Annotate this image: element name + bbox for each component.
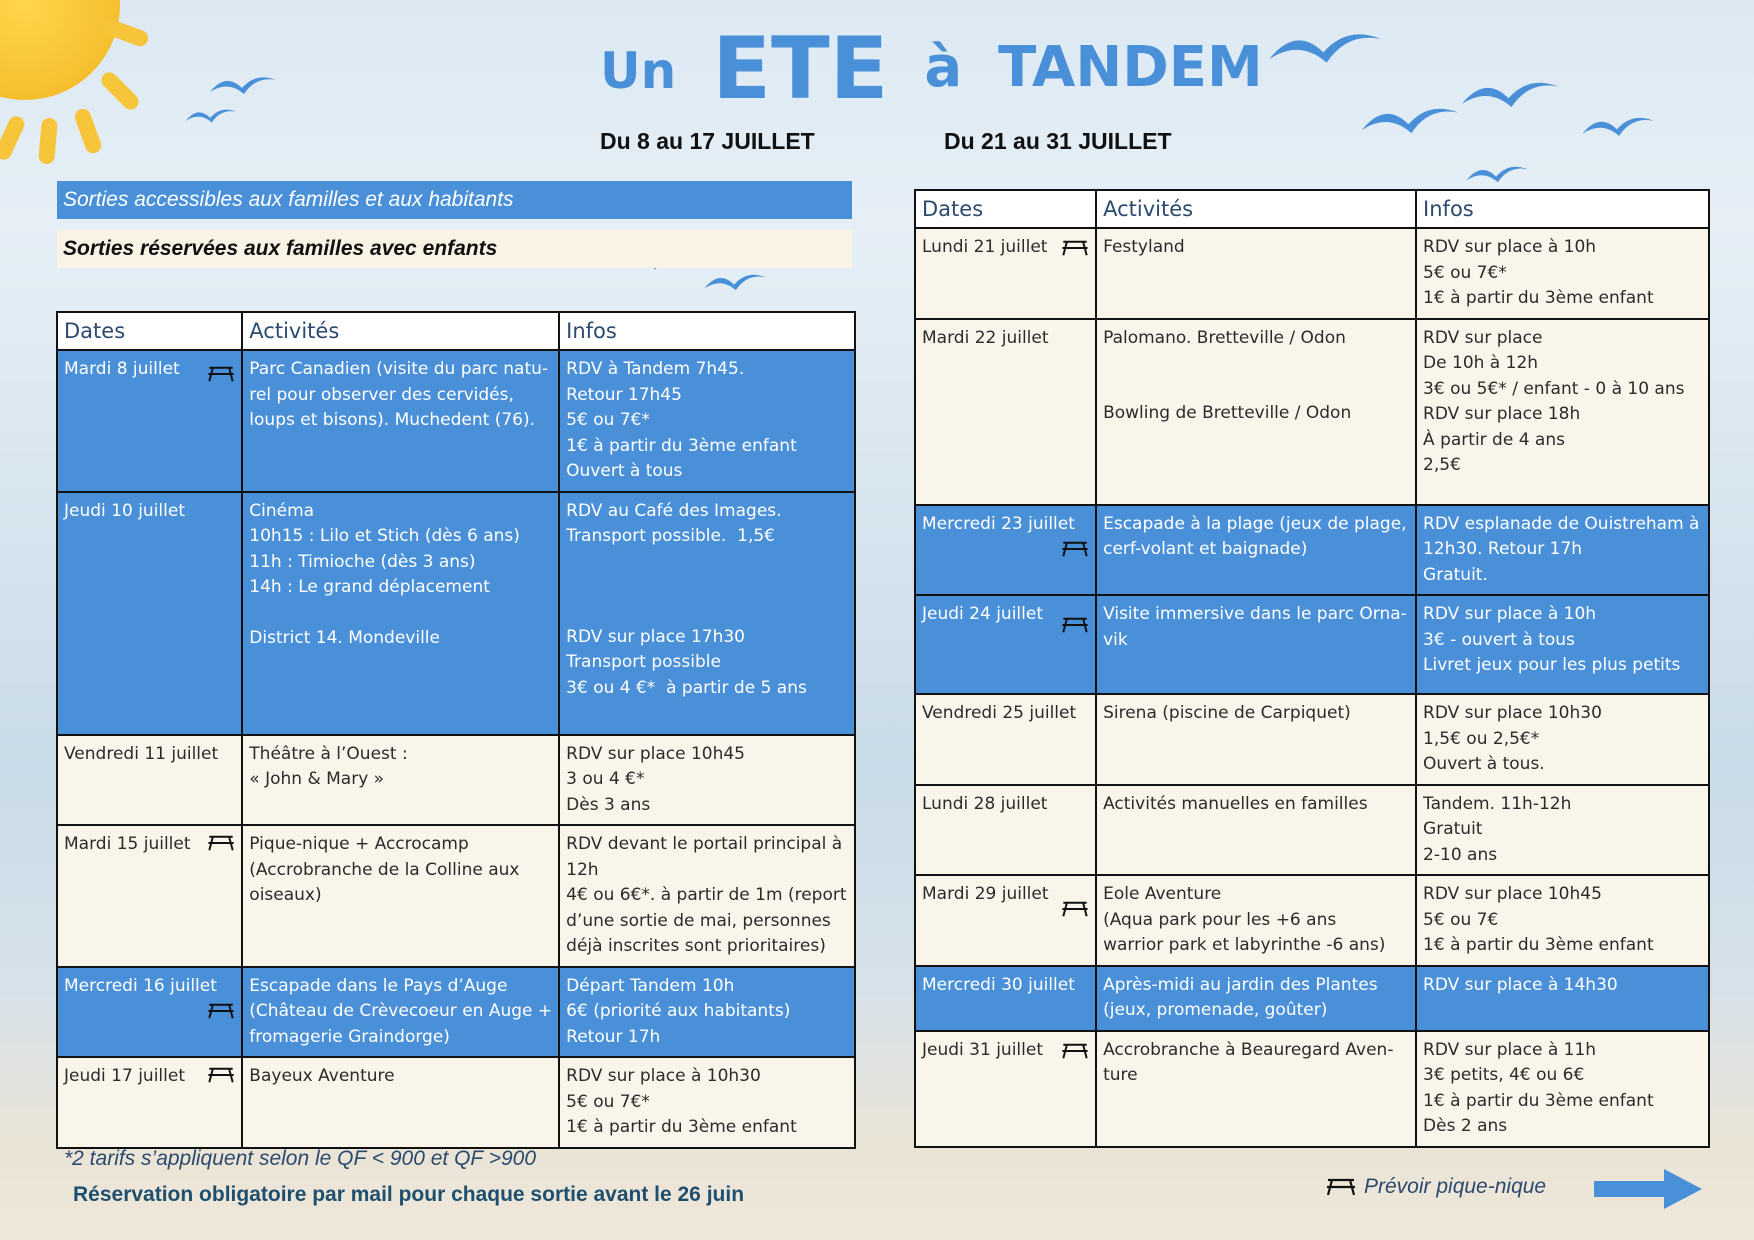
seagull-icon — [1455, 72, 1565, 110]
activity-line: Cinéma — [249, 500, 315, 521]
table-row — [915, 228, 1709, 319]
activity-line: 14h : Le grand déplacement — [249, 577, 490, 597]
title-part-tandem: TANDEM — [998, 35, 1263, 100]
activity-line: Pique-nique + Accrocamp — [249, 834, 469, 854]
date-label: Mardi 8 juillet — [64, 359, 180, 379]
date-cell — [57, 735, 242, 826]
legend-cream-label: Sorties réservées aux familles avec enfants — [63, 237, 498, 260]
date-label: Mardi 15 juillet — [64, 834, 191, 854]
info-line: RDV sur place 18h — [1423, 404, 1581, 424]
info-line: RDV sur place 17h30 — [566, 626, 745, 647]
date-cell — [57, 825, 242, 967]
picnic-legend-label: Prévoir pique-nique — [1364, 1175, 1547, 1198]
activity-cell — [242, 1057, 559, 1148]
info-cell — [559, 492, 855, 735]
activity-line: 11h : Timioche (dès 3 ans) — [249, 551, 476, 572]
info-cell — [559, 350, 855, 492]
activity-line: warrior park et labyrinthe -6 ans) — [1103, 935, 1386, 955]
header-infos: Infos — [559, 312, 855, 350]
picnic-table-icon — [1061, 239, 1089, 257]
activity-line: Escapade à la plage (jeux de plage, — [1103, 513, 1407, 534]
info-line: Transport possible — [566, 652, 721, 672]
info-line: 5€ ou 7€* — [566, 1091, 650, 1112]
date-label: Mardi 22 juillet — [922, 327, 1049, 348]
activity-line: oiseaux) — [249, 885, 322, 905]
activity-line: fromagerie Graindorge) — [249, 1026, 450, 1047]
table-row — [915, 505, 1709, 596]
info-line: RDV esplanade de Ouistreham à — [1423, 513, 1700, 534]
blank-line — [566, 600, 848, 625]
info-line: 3 ou 4 €* — [566, 769, 645, 789]
activity-cell — [1096, 966, 1416, 1031]
seagull-icon — [1260, 22, 1390, 66]
blank-line — [566, 550, 848, 575]
activity-line: Théâtre à l’Ouest : — [249, 743, 408, 764]
date-cell — [915, 228, 1096, 319]
sun-ray — [73, 107, 104, 156]
activity-cell — [242, 825, 559, 967]
info-line: Transport possible. 1,5€ — [566, 526, 775, 546]
legend-cream — [57, 230, 852, 268]
date-cell — [57, 1057, 242, 1148]
activity-line: Eole Aventure — [1103, 884, 1222, 904]
activity-cell — [1096, 505, 1416, 596]
date-cell — [57, 492, 242, 735]
info-line: Dès 2 ans — [1423, 1116, 1508, 1136]
info-line: 12h — [566, 859, 599, 880]
table-row — [915, 694, 1709, 785]
sun-ray — [38, 117, 58, 164]
date-cell — [915, 319, 1096, 505]
date-label: Vendredi 25 juillet — [922, 703, 1077, 723]
table-row — [57, 735, 855, 826]
picnic-table-icon — [1061, 540, 1089, 558]
info-line: RDV sur place à 14h30 — [1423, 974, 1618, 995]
table-header — [915, 190, 1709, 228]
table-row — [915, 966, 1709, 1031]
info-cell — [1416, 875, 1709, 966]
schedule-table-right — [914, 189, 1710, 1148]
info-cell — [1416, 595, 1709, 694]
legend-blue-label: Sorties accessibles aux familles et aux habitants — [63, 188, 514, 211]
activity-cell — [242, 735, 559, 826]
activity-line: Escapade dans le Pays d’Auge — [249, 975, 508, 996]
date-label: Lundi 28 juillet — [922, 793, 1048, 814]
info-line: Retour 17h — [566, 1026, 661, 1047]
activity-line: Bowling de Bretteville / Odon — [1103, 403, 1352, 423]
blank-line — [566, 575, 848, 600]
picnic-legend — [1326, 1175, 1546, 1199]
table-row — [57, 967, 855, 1058]
activity-line: loups et bisons). Muchedent (76). — [249, 410, 536, 430]
activity-cell — [242, 492, 559, 735]
info-line: Tandem. 11h-12h — [1423, 793, 1572, 814]
table-row — [57, 492, 855, 735]
info-line: Livret jeux pour les plus petits — [1423, 655, 1681, 675]
date-cell — [915, 595, 1096, 694]
picnic-table-icon — [207, 365, 235, 383]
info-line: Départ Tandem 10h — [566, 975, 735, 996]
info-line: 6€ (priorité aux habitants) — [566, 1001, 791, 1021]
activity-line: (jeux, promenade, goûter) — [1103, 1000, 1328, 1020]
info-cell — [559, 1057, 855, 1148]
activity-cell — [1096, 1031, 1416, 1147]
seagull-icon — [1462, 160, 1532, 184]
info-line: Ouvert à tous — [566, 461, 683, 481]
picnic-table-icon — [1061, 900, 1089, 918]
seagull-icon — [1578, 110, 1658, 138]
info-line: RDV sur place 10h45 — [1423, 884, 1602, 904]
period-left: Du 8 au 17 JUILLET — [600, 128, 815, 154]
activity-cell — [1096, 875, 1416, 966]
activity-line: Palomano. Bretteville / Odon — [1103, 327, 1346, 348]
info-cell — [1416, 505, 1709, 596]
activity-line: Bayeux Aventure — [249, 1066, 395, 1086]
info-line: RDV sur place 10h45 — [566, 743, 745, 764]
seagull-icon — [1355, 98, 1465, 136]
info-line: RDV sur place — [1423, 327, 1543, 348]
info-line: Dès 3 ans — [566, 794, 651, 815]
info-line: RDV sur place à 10h — [1423, 604, 1597, 624]
info-line: RDV sur place à 10h — [1423, 237, 1597, 257]
table-row — [915, 595, 1709, 694]
info-cell — [1416, 966, 1709, 1031]
sun-ray — [98, 69, 142, 113]
date-label: Lundi 21 juillet — [922, 237, 1048, 257]
legend-blue — [57, 181, 852, 219]
activity-cell — [1096, 694, 1416, 785]
info-line: RDV sur place à 10h30 — [566, 1066, 761, 1086]
date-label: Mardi 29 juillet — [922, 884, 1049, 904]
info-cell — [1416, 1031, 1709, 1147]
table-row — [915, 785, 1709, 876]
date-cell — [57, 967, 242, 1058]
activity-line: Accrobranche à Beauregard Aven- — [1103, 1039, 1394, 1060]
header-activites: Activités — [1096, 190, 1416, 228]
info-line: 2-10 ans — [1423, 844, 1498, 865]
activity-line: Sirena (piscine de Carpiquet) — [1103, 703, 1351, 723]
blank-line — [1103, 376, 1409, 401]
info-line: 3€ petits, 4€ ou 6€ — [1423, 1065, 1585, 1085]
table-row — [57, 1057, 855, 1148]
activity-cell — [1096, 319, 1416, 505]
date-label: Vendredi 11 juillet — [64, 743, 219, 764]
info-line: 2,5€ — [1423, 455, 1461, 475]
date-cell — [915, 785, 1096, 876]
date-cell — [915, 966, 1096, 1031]
info-line: d’une sortie de mai, personnes — [566, 910, 831, 931]
tarifs-note: *2 tarifs s’appliquent selon le QF < 900 et QF >900 — [64, 1147, 537, 1170]
info-line: RDV au Café des Images. — [566, 500, 782, 521]
info-line: 1€ à partir du 3ème enfant — [566, 435, 797, 456]
seagull-icon — [184, 104, 238, 124]
seagull-icon — [208, 70, 278, 96]
activity-cell — [1096, 595, 1416, 694]
info-line: Ouvert à tous. — [1423, 754, 1545, 774]
info-line: RDV devant le portail principal à — [566, 834, 843, 854]
arrow-right-icon — [1592, 1167, 1704, 1211]
activity-line: Visite immersive dans le parc Orna- — [1103, 604, 1407, 624]
activity-line: Après-midi au jardin des Plantes — [1103, 974, 1378, 995]
activity-line: District 14. Mondeville — [249, 627, 440, 648]
picnic-table-icon — [1326, 1177, 1356, 1197]
activity-line: Activités manuelles en familles — [1103, 793, 1368, 814]
reservation-note: Réservation obligatoire par mail pour chaque sortie avant le 26 juin — [73, 1183, 745, 1206]
date-label: Mercredi 30 juillet — [922, 974, 1075, 995]
header-dates: Dates — [57, 312, 242, 350]
title-part-a: à — [924, 35, 963, 100]
date-cell — [57, 350, 242, 492]
info-line: De 10h à 12h — [1423, 353, 1539, 373]
activity-cell — [242, 350, 559, 492]
schedule-table-left — [56, 311, 856, 1149]
info-line: 4€ ou 6€*. à partir de 1m (report — [566, 885, 847, 905]
picnic-table-icon — [207, 1066, 235, 1084]
activity-line: vik — [1103, 629, 1128, 650]
picnic-table-icon — [1061, 616, 1089, 634]
activity-line: Parc Canadien (visite du parc natu- — [249, 359, 549, 379]
title-part-ete: ETE — [712, 19, 889, 119]
info-line: RDV sur place 10h30 — [1423, 703, 1602, 723]
info-cell — [559, 825, 855, 967]
table-row — [57, 350, 855, 492]
header-dates: Dates — [915, 190, 1096, 228]
date-label: Mercredi 23 juillet — [922, 513, 1075, 534]
info-cell — [559, 735, 855, 826]
picnic-table-icon — [1061, 1042, 1089, 1060]
period-right: Du 21 au 31 JUILLET — [944, 128, 1172, 154]
info-line: 5€ ou 7€* — [566, 410, 650, 430]
date-label: Jeudi 10 juillet — [64, 500, 185, 521]
date-cell — [915, 1031, 1096, 1147]
date-label: Mercredi 16 juillet — [64, 975, 217, 996]
blank-line — [1103, 351, 1409, 376]
info-line: Gratuit — [1423, 819, 1483, 839]
info-line: 1,5€ ou 2,5€* — [1423, 728, 1540, 749]
picnic-table-icon — [207, 1002, 235, 1020]
title-part-un: Un — [600, 42, 677, 100]
activity-line: « John & Mary » — [249, 769, 385, 789]
table-header — [57, 312, 855, 350]
activity-line: rel pour observer des cervidés, — [249, 384, 514, 405]
activity-line: (Aqua park pour les +6 ans — [1103, 909, 1337, 930]
info-cell — [1416, 694, 1709, 785]
info-line: RDV à Tandem 7h45. — [566, 359, 745, 379]
page-title — [600, 19, 1263, 119]
info-line: 5€ ou 7€ — [1423, 909, 1499, 930]
date-label: Jeudi 17 juillet — [64, 1066, 185, 1086]
activity-line: 10h15 : Lilo et Stich (dès 6 ans) — [249, 526, 520, 546]
table-row — [915, 875, 1709, 966]
activity-line: ture — [1103, 1065, 1138, 1085]
activity-cell — [242, 967, 559, 1058]
date-cell — [915, 875, 1096, 966]
info-line: Gratuit. — [1423, 564, 1488, 585]
date-label: Jeudi 24 juillet — [922, 604, 1043, 624]
info-line: 5€ ou 7€* — [1423, 262, 1507, 283]
date-label: Jeudi 31 juillet — [922, 1039, 1043, 1060]
activity-line: Festyland — [1103, 237, 1185, 257]
info-line: 12h30. Retour 17h — [1423, 539, 1583, 559]
info-cell — [1416, 228, 1709, 319]
seagull-icon — [702, 268, 768, 292]
sun-ray — [0, 114, 27, 162]
info-line: 3€ - ouvert à tous — [1423, 629, 1575, 650]
info-line: RDV sur place à 11h — [1423, 1039, 1597, 1060]
blank-line — [249, 601, 552, 626]
info-line: déjà inscrites sont prioritaires) — [566, 936, 826, 956]
info-line: 1€ à partir du 3ème enfant — [1423, 1090, 1654, 1111]
info-line: Retour 17h45 — [566, 384, 682, 405]
date-cell — [915, 505, 1096, 596]
info-line: À partir de 4 ans — [1423, 429, 1565, 450]
table-row — [915, 319, 1709, 505]
activity-cell — [1096, 228, 1416, 319]
header-activites: Activités — [242, 312, 559, 350]
info-line: 1€ à partir du 3ème enfant — [1423, 935, 1654, 955]
info-line: 3€ ou 5€* / enfant - 0 à 10 ans — [1423, 378, 1685, 399]
info-cell — [1416, 785, 1709, 876]
table-row — [57, 825, 855, 967]
info-cell — [1416, 319, 1709, 505]
activity-line: cerf-volant et baignade) — [1103, 539, 1308, 559]
activity-cell — [1096, 785, 1416, 876]
info-line: 1€ à partir du 3ème enfant — [1423, 288, 1654, 308]
info-line: 3€ ou 4 €* à partir de 5 ans — [566, 677, 807, 698]
date-cell — [915, 694, 1096, 785]
activity-line: (Accrobranche de la Colline aux — [249, 859, 520, 880]
picnic-table-icon — [207, 834, 235, 852]
info-cell — [559, 967, 855, 1058]
header-infos: Infos — [1416, 190, 1709, 228]
activity-line: (Château de Crèvecoeur en Auge + — [249, 1001, 553, 1021]
info-line: 1€ à partir du 3ème enfant — [566, 1117, 797, 1137]
table-row — [915, 1031, 1709, 1147]
